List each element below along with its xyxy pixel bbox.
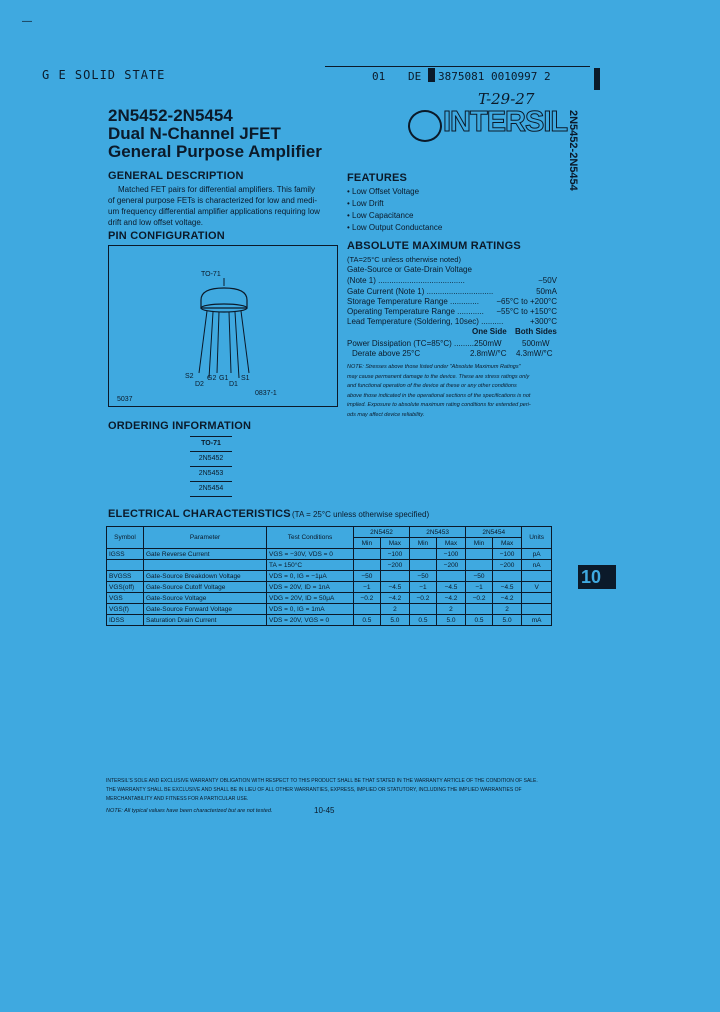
table-cell-value: −4.2 xyxy=(380,593,409,604)
table-row xyxy=(107,593,552,604)
power-both-sides: 500mW xyxy=(522,339,550,348)
col-min: Min xyxy=(354,538,381,549)
col-max: Max xyxy=(380,538,409,549)
ge-logo-icon xyxy=(408,110,442,142)
general-description-heading: GENERAL DESCRIPTION xyxy=(108,170,244,182)
table-cell-value: −200 xyxy=(380,560,409,571)
table-cell-symbol: IGSS xyxy=(107,549,144,560)
pin-config-heading: PIN CONFIGURATION xyxy=(108,230,225,242)
table-cell-value xyxy=(466,549,493,560)
table-cell-value: 5.0 xyxy=(380,615,409,626)
power-dissipation-label: Power Dissipation (TC=85°C) ......... xyxy=(347,339,475,348)
table-cell-value: 0.5 xyxy=(354,615,381,626)
table-cell-parameter: Gate-Source Forward Voltage xyxy=(144,604,267,615)
table-cell-value xyxy=(380,571,409,582)
table-cell-unit: V xyxy=(522,582,552,593)
table-cell-value: 5.0 xyxy=(436,615,465,626)
rating-row: Lead Temperature (Soldering, 10sec) .......... +300°C xyxy=(347,317,557,326)
table-cell-value xyxy=(436,571,465,582)
table-cell-value: 2 xyxy=(380,604,409,615)
abs-max-condition: (TA=25°C unless otherwise noted) xyxy=(347,255,461,264)
features-list xyxy=(347,186,442,234)
derate-one-side: 2.8mW/°C xyxy=(470,349,507,358)
header-block xyxy=(428,68,435,82)
table-cell-test: VDS = 20V, ID = 1nA xyxy=(267,582,354,593)
package-label: TO-71 xyxy=(201,271,221,278)
electrical-condition: (TA = 25°C unless otherwise specified) xyxy=(292,510,430,519)
table-cell-value xyxy=(410,604,437,615)
table-cell-value: 0.5 xyxy=(410,615,437,626)
section-tab xyxy=(578,565,616,589)
table-cell-unit: pA xyxy=(522,549,552,560)
note-line: above those indicated in the operational sections of the specifications is not xyxy=(347,392,531,399)
electrical-heading: ELECTRICAL CHARACTERISTICS xyxy=(108,508,291,520)
col-max: Max xyxy=(436,538,465,549)
ordering-part: 2N5454 xyxy=(190,482,232,497)
col-min: Min xyxy=(410,538,437,549)
general-description-text xyxy=(108,184,340,228)
ordering-heading: ORDERING INFORMATION xyxy=(108,420,252,432)
table-row xyxy=(107,560,552,571)
corner-mark: — xyxy=(22,16,32,27)
abs-max-heading: ABSOLUTE MAXIMUM RATINGS xyxy=(347,240,521,252)
table-row xyxy=(107,604,552,615)
electrical-table xyxy=(106,526,552,626)
to71-package-icon xyxy=(179,278,269,383)
table-cell-unit: nA xyxy=(522,560,552,571)
table-row xyxy=(107,615,552,626)
table-cell-value: −4.5 xyxy=(436,582,465,593)
table-cell-parameter: Saturation Drain Current xyxy=(144,615,267,626)
pin-config-box xyxy=(108,245,338,407)
handwritten-code: T-29-27 xyxy=(478,90,535,108)
table-cell-value: −4.5 xyxy=(380,582,409,593)
table-cell-unit xyxy=(522,593,552,604)
table-cell-parameter: Gate Reverse Current xyxy=(144,549,267,560)
ordering-part: 2N5452 xyxy=(190,452,232,467)
table-cell-symbol: BVGSS xyxy=(107,571,144,582)
abs-max-note xyxy=(347,363,559,420)
table-cell-value: −1 xyxy=(410,582,437,593)
pin-label: D1 xyxy=(229,381,238,388)
table-cell-symbol: IDSS xyxy=(107,615,144,626)
pin-label: D2 xyxy=(195,381,204,388)
intersil-logo: INTERSIL xyxy=(443,106,568,138)
table-cell-value: 0.5 xyxy=(466,615,493,626)
table-cell-value: −4.2 xyxy=(436,593,465,604)
table-cell-unit xyxy=(522,604,552,615)
pin-label: S2 xyxy=(185,373,194,380)
rating-row: Storage Temperature Range ............. −65°C to +200°C xyxy=(347,297,557,306)
note-line: may cause permanent damage to the device. These are stress ratings only xyxy=(347,373,530,380)
table-cell-parameter: Gate-Source Voltage xyxy=(144,593,267,604)
rating-row: (Note 1) ....................................... −50V xyxy=(347,276,557,285)
pin-label: S1 xyxy=(241,375,250,382)
ordering-table xyxy=(190,436,232,497)
desc-line: um frequency differential amplifier applications requiring low xyxy=(108,207,320,216)
col-part: 2N5454 xyxy=(466,527,522,538)
table-cell-symbol: VGS xyxy=(107,593,144,604)
col-units: Units xyxy=(522,527,552,549)
desc-line: Matched FET pairs for differential amplifiers. This family xyxy=(118,185,315,194)
table-row xyxy=(107,582,552,593)
header-code-prefix: 01 xyxy=(372,70,386,83)
table-cell-test: VGS = −30V, VDS = 0 xyxy=(267,549,354,560)
page-number: 10-45 xyxy=(314,806,335,815)
table-cell-parameter: Gate-Source Breakdown Voltage xyxy=(144,571,267,582)
col-part: 2N5453 xyxy=(410,527,466,538)
header-company: G E SOLID STATE xyxy=(42,68,166,82)
features-heading: FEATURES xyxy=(347,172,408,184)
table-cell-value xyxy=(410,549,437,560)
feature-item: • Low Output Conductance xyxy=(347,223,443,232)
title-line2: Dual N-Channel JFET xyxy=(108,124,281,143)
power-header-one-side: One Side xyxy=(472,327,507,336)
col-test: Test Conditions xyxy=(267,527,354,549)
derate-both-sides: 4.3mW/°C xyxy=(516,349,553,358)
table-cell-value xyxy=(354,604,381,615)
col-part: 2N5452 xyxy=(354,527,410,538)
table-cell-value xyxy=(466,604,493,615)
table-cell-value: −0.2 xyxy=(410,593,437,604)
header-marker xyxy=(594,68,600,90)
table-cell-value xyxy=(410,560,437,571)
table-cell-test: VDS = 20V, VGS = 0 xyxy=(267,615,354,626)
power-header-both-sides: Both Sides xyxy=(515,327,557,336)
table-cell-symbol: VGS(f) xyxy=(107,604,144,615)
table-cell-value xyxy=(354,549,381,560)
ordering-part: 2N5453 xyxy=(190,467,232,482)
col-symbol: Symbol xyxy=(107,527,144,549)
title-part: 2N5452-2N5454 xyxy=(108,106,233,125)
table-cell-value: 2 xyxy=(492,604,521,615)
table-cell-value xyxy=(354,560,381,571)
warranty-line: MERCHANTABILITY AND FITNESS FOR A PARTICULAR USE. xyxy=(106,796,249,802)
header-code-de: DE xyxy=(408,70,422,83)
col-min: Min xyxy=(466,538,493,549)
table-cell-value: 2 xyxy=(436,604,465,615)
table-cell-parameter xyxy=(144,560,267,571)
feature-item: • Low Offset Voltage xyxy=(347,187,420,196)
warranty-line: INTERSIL'S SOLE AND EXCLUSIVE WARRANTY OBLIGATION WITH RESPECT TO THIS PRODUCT SHALL BE THAT STATED IN THE WARRANTY ARTICLE OF THE CONDITION OF SALE. xyxy=(106,778,538,784)
table-cell-value: −100 xyxy=(380,549,409,560)
table-cell-value: −4.5 xyxy=(492,582,521,593)
table-cell-symbol: VGS(off) xyxy=(107,582,144,593)
table-cell-value: −0.2 xyxy=(354,593,381,604)
table-cell-value: −50 xyxy=(410,571,437,582)
rating-row: Gate-Source or Gate-Drain Voltage xyxy=(347,265,472,274)
table-row xyxy=(107,571,552,582)
feature-item: • Low Capacitance xyxy=(347,211,414,220)
table-cell-value: −4.2 xyxy=(492,593,521,604)
table-cell-value: −50 xyxy=(354,571,381,582)
pin-label: G1 xyxy=(219,375,229,382)
power-one-side: 250mW xyxy=(474,339,502,348)
table-cell-value xyxy=(492,571,521,582)
ordering-header: TO-71 xyxy=(190,436,232,452)
table-cell-test: VDS = 0, IG = 1mA xyxy=(267,604,354,615)
figure-code-left: 5037 xyxy=(117,396,133,403)
warranty-line: THE WARRANTY SHALL BE EXCLUSIVE AND SHALL BE IN LIEU OF ALL OTHER WARRANTIES, EXPRESS, IMPLIED OR STATUTORY, INCLUDING THE IMPLIED WARRANTIES OF xyxy=(106,787,522,793)
note-line: NOTE: Stresses above those listed under "Absolute Maximum Ratings" xyxy=(347,364,521,370)
footer-note: NOTE: All typical values have been characterized but are not tested. xyxy=(106,808,273,814)
header-rule xyxy=(325,66,590,67)
table-cell-test: TA = 150°C xyxy=(267,560,354,571)
table-cell-value: −0.2 xyxy=(466,593,493,604)
table-cell-value: −1 xyxy=(466,582,493,593)
col-max: Max xyxy=(492,538,521,549)
table-cell-symbol xyxy=(107,560,144,571)
table-cell-test: VDG = 20V, ID = 50μA xyxy=(267,593,354,604)
table-row xyxy=(107,549,552,560)
side-part-number: 2N5452-2N5454 xyxy=(567,110,579,191)
table-cell-test: VDS = 0, IG = −1μA xyxy=(267,571,354,582)
warranty-text xyxy=(106,777,554,804)
rating-row: Operating Temperature Range ............ −55°C to +150°C xyxy=(347,307,557,316)
section-tab-number: 10 xyxy=(581,567,602,587)
rating-row: Gate Current (Note 1) .............................. 50mA xyxy=(347,287,557,296)
table-cell-value: −1 xyxy=(354,582,381,593)
desc-line: drift and low offset voltage. xyxy=(108,218,204,227)
table-cell-value: −100 xyxy=(436,549,465,560)
note-line: and functional operation of the device at these or any other conditions xyxy=(347,383,517,389)
derate-label: Derate above 25°C xyxy=(352,349,421,358)
feature-item: • Low Drift xyxy=(347,199,384,208)
table-cell-value: 5.0 xyxy=(492,615,521,626)
note-line: ods may affect device reliability. xyxy=(347,411,425,418)
table-cell-value xyxy=(466,560,493,571)
figure-code-right: 0837-1 xyxy=(255,390,277,397)
table-cell-unit xyxy=(522,571,552,582)
pin-label: G2 xyxy=(207,375,217,382)
table-cell-value: −200 xyxy=(492,560,521,571)
table-cell-unit: mA xyxy=(522,615,552,626)
table-cell-parameter: Gate-Source Cutoff Voltage xyxy=(144,582,267,593)
table-cell-value: −50 xyxy=(466,571,493,582)
table-cell-value: −200 xyxy=(436,560,465,571)
title-line3: General Purpose Amplifier xyxy=(108,142,322,161)
desc-line: of general purpose FETs is characterized for low and medi- xyxy=(108,196,317,205)
col-parameter: Parameter xyxy=(144,527,267,549)
note-line: implied. Exposure to absolute maximum rating conditions for extended peri- xyxy=(347,402,531,408)
table-cell-value: −100 xyxy=(492,549,521,560)
header-code-number: 3875081 0010997 2 xyxy=(438,70,551,83)
